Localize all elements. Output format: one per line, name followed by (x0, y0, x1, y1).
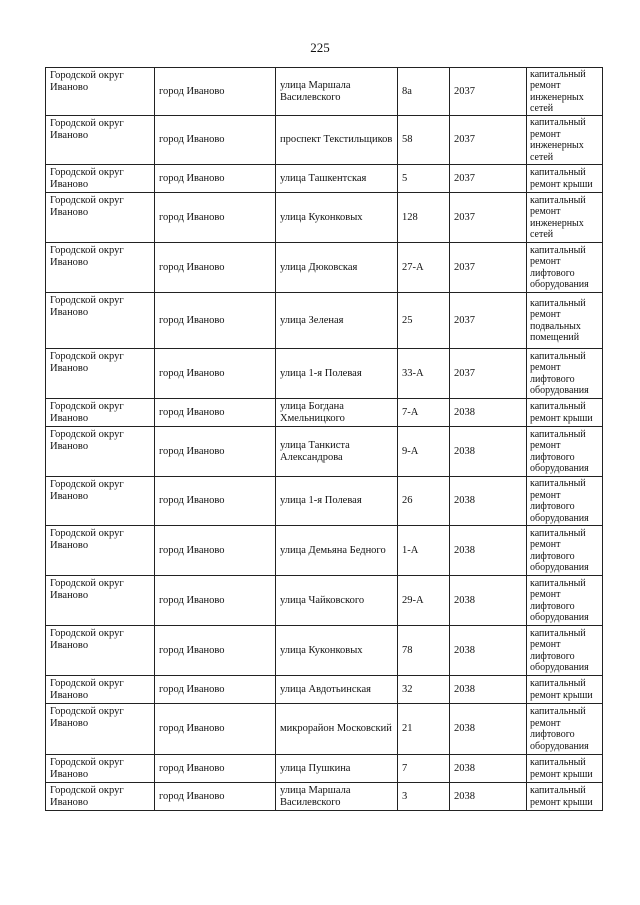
repair-schedule-table (45, 67, 603, 811)
street-cell: улица Маршала Василевского (276, 68, 398, 116)
work-type-cell: капитальный ремонт лифтового оборудования (527, 427, 603, 477)
table-row (46, 399, 603, 427)
work-type-cell: капитальный ремонт подвальных помещений (527, 293, 603, 349)
house-cell: 27-А (398, 243, 450, 293)
okrug-cell: Городской округ Иваново (46, 576, 155, 626)
year-cell: 2038 (450, 626, 527, 676)
street-cell: проспект Текстильщиков (276, 116, 398, 165)
work-type-cell: капитальный ремонт лифтового оборудования (527, 243, 603, 293)
city-cell: город Иваново (155, 243, 276, 293)
house-cell: 29-А (398, 576, 450, 626)
okrug-cell: Городской округ Иваново (46, 526, 155, 576)
table-row (46, 704, 603, 755)
city-cell: город Иваново (155, 626, 276, 676)
house-cell: 33-А (398, 349, 450, 399)
street-cell: улица Авдотьинская (276, 676, 398, 704)
year-cell: 2038 (450, 477, 527, 526)
year-cell: 2037 (450, 349, 527, 399)
city-cell: город Иваново (155, 783, 276, 811)
table-row (46, 526, 603, 576)
okrug-cell: Городской округ Иваново (46, 477, 155, 526)
okrug-cell: Городской округ Иваново (46, 116, 155, 165)
work-type-cell: капитальный ремонт крыши (527, 165, 603, 193)
table-row (46, 165, 603, 193)
city-cell: город Иваново (155, 165, 276, 193)
year-cell: 2038 (450, 755, 527, 783)
street-cell: улица Куконковых (276, 193, 398, 243)
table-row (46, 626, 603, 676)
year-cell: 2038 (450, 676, 527, 704)
table-row (46, 349, 603, 399)
street-cell: улица Пушкина (276, 755, 398, 783)
city-cell: город Иваново (155, 755, 276, 783)
table-row (46, 68, 603, 116)
table-row (46, 293, 603, 349)
okrug-cell: Городской округ Иваново (46, 676, 155, 704)
okrug-cell: Городской округ Иваново (46, 165, 155, 193)
table-row (46, 243, 603, 293)
okrug-cell: Городской округ Иваново (46, 349, 155, 399)
street-cell: улица Демьяна Бедного (276, 526, 398, 576)
city-cell: город Иваново (155, 68, 276, 116)
house-cell: 8а (398, 68, 450, 116)
work-type-cell: капитальный ремонт инженерных сетей (527, 193, 603, 243)
okrug-cell: Городской округ Иваново (46, 293, 155, 349)
work-type-cell: капитальный ремонт лифтового оборудования (527, 576, 603, 626)
house-cell: 128 (398, 193, 450, 243)
year-cell: 2037 (450, 165, 527, 193)
work-type-cell: капитальный ремонт лифтового оборудования (527, 349, 603, 399)
street-cell: улица Дюковская (276, 243, 398, 293)
year-cell: 2037 (450, 193, 527, 243)
work-type-cell: капитальный ремонт лифтового оборудования (527, 477, 603, 526)
city-cell: город Иваново (155, 427, 276, 477)
street-cell: улица 1-я Полевая (276, 477, 398, 526)
street-cell: улица 1-я Полевая (276, 349, 398, 399)
year-cell: 2037 (450, 293, 527, 349)
house-cell: 58 (398, 116, 450, 165)
street-cell: улица Чайковского (276, 576, 398, 626)
year-cell: 2038 (450, 704, 527, 755)
house-cell: 7-А (398, 399, 450, 427)
work-type-cell: капитальный ремонт лифтового оборудования (527, 626, 603, 676)
okrug-cell: Городской округ Иваново (46, 68, 155, 116)
year-cell: 2037 (450, 243, 527, 293)
street-cell: улица Танкиста Александрова (276, 427, 398, 477)
city-cell: город Иваново (155, 399, 276, 427)
table-row (46, 427, 603, 477)
okrug-cell: Городской округ Иваново (46, 626, 155, 676)
city-cell: город Иваново (155, 477, 276, 526)
work-type-cell: капитальный ремонт инженерных сетей (527, 116, 603, 165)
work-type-cell: капитальный ремонт крыши (527, 399, 603, 427)
okrug-cell: Городской округ Иваново (46, 193, 155, 243)
okrug-cell: Городской округ Иваново (46, 427, 155, 477)
okrug-cell: Городской округ Иваново (46, 704, 155, 755)
city-cell: город Иваново (155, 116, 276, 165)
city-cell: город Иваново (155, 193, 276, 243)
city-cell: город Иваново (155, 576, 276, 626)
house-cell: 26 (398, 477, 450, 526)
work-type-cell: капитальный ремонт крыши (527, 783, 603, 811)
year-cell: 2037 (450, 116, 527, 165)
street-cell: улица Ташкентская (276, 165, 398, 193)
okrug-cell: Городской округ Иваново (46, 755, 155, 783)
house-cell: 5 (398, 165, 450, 193)
city-cell: город Иваново (155, 293, 276, 349)
table-row (46, 755, 603, 783)
work-type-cell: капитальный ремонт крыши (527, 755, 603, 783)
house-cell: 25 (398, 293, 450, 349)
house-cell: 3 (398, 783, 450, 811)
table-row (46, 193, 603, 243)
street-cell: микрорайон Московский (276, 704, 398, 755)
table-row (46, 116, 603, 165)
table-row (46, 576, 603, 626)
street-cell: улица Богдана Хмельницкого (276, 399, 398, 427)
table-body (46, 68, 603, 811)
house-cell: 21 (398, 704, 450, 755)
house-cell: 1-А (398, 526, 450, 576)
year-cell: 2038 (450, 526, 527, 576)
year-cell: 2037 (450, 68, 527, 116)
house-cell: 7 (398, 755, 450, 783)
okrug-cell: Городской округ Иваново (46, 243, 155, 293)
okrug-cell: Городской округ Иваново (46, 783, 155, 811)
street-cell: улица Куконковых (276, 626, 398, 676)
work-type-cell: капитальный ремонт лифтового оборудования (527, 704, 603, 755)
year-cell: 2038 (450, 399, 527, 427)
okrug-cell: Городской округ Иваново (46, 399, 155, 427)
table-row (46, 477, 603, 526)
table-row (46, 676, 603, 704)
year-cell: 2038 (450, 783, 527, 811)
street-cell: улица Маршала Василевского (276, 783, 398, 811)
city-cell: город Иваново (155, 704, 276, 755)
year-cell: 2038 (450, 427, 527, 477)
work-type-cell: капитальный ремонт лифтового оборудования (527, 526, 603, 576)
city-cell: город Иваново (155, 526, 276, 576)
house-cell: 78 (398, 626, 450, 676)
work-type-cell: капитальный ремонт крыши (527, 676, 603, 704)
table-row (46, 783, 603, 811)
house-cell: 32 (398, 676, 450, 704)
page-number: 225 (310, 40, 330, 55)
work-type-cell: капитальный ремонт инженерных сетей (527, 68, 603, 116)
city-cell: город Иваново (155, 676, 276, 704)
year-cell: 2038 (450, 576, 527, 626)
house-cell: 9-А (398, 427, 450, 477)
city-cell: город Иваново (155, 349, 276, 399)
street-cell: улица Зеленая (276, 293, 398, 349)
